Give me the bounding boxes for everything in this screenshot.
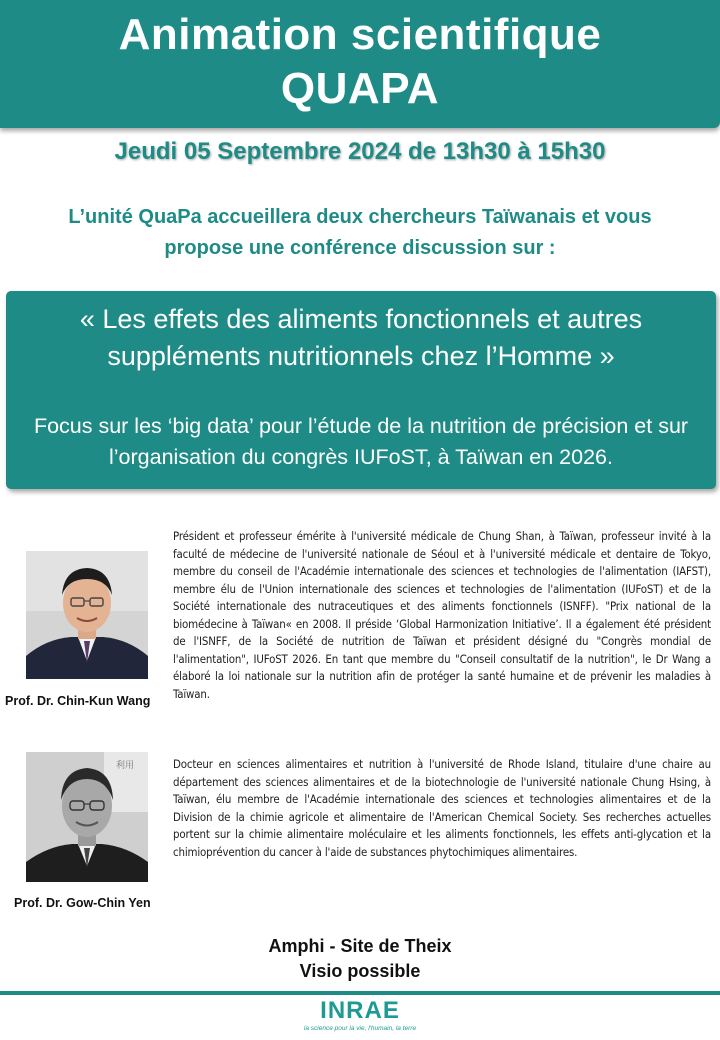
speaker-bio: Président et professeur émérite à l'université médicale de Chung Shan, à Taïwan, professeur invité à la faculté de médecine de l'université nationale de Séoul et à l'université médicale et dentaire de Tokyo, membre du conseil de l'Académie internationale des sciences et technologies de l'alimentation (IAFST), membre élu de l'Union internationale des sciences et technologies de l'alimentation (IUFoST) et de la Société internationale des nutraceutiques et des aliments fonctionnels (ISNFF). "Prix national de la biomédecine à Taïwan« en 2008. Il préside ‘Global Harmonization Initiative’. Il a également été président de l'ISNFF, de la Société de nutrition de Taïwan et président désigné du "Congrès mondial de l'alimentation", IUFoST 2026. En tant que membre du "Conseil consultatif de la nutrition", le Dr Wang a élaboré la loi nationale sur la nutrition afin de protéger la santé humaine et de prévenir les maladies à Taïwan. (173, 529, 711, 701)
venue (0, 934, 720, 984)
speaker-name: Prof. Dr. Chin-Kun Wang (5, 694, 151, 708)
svg-text:利用: 利用 (116, 761, 135, 771)
speaker-bio: Docteur en sciences alimentaires et nutrition à l'université de Rhode Island, titulaire d'une chaire au département des sciences alimentaires et de la biotechnologie de l'université nationale Chung Hsing, à Taïwan, élu membre de l'Académie internationale des sciences et technologies alimentaires et de la Division de la chimie agricole et alimentaire de l'American Chemical Society. Ses recherches actuelles portent sur la chimie alimentaire moléculaire et les aliments fonctionnels, les effets anti-glycation et la chimioprévention du cancer à l'aide de substances phytochimiques alimentaires. (173, 757, 711, 859)
venue-visio: Visio possible (299, 961, 421, 981)
speaker-photo-yen (26, 752, 148, 882)
topic-subtitle: Focus sur les ‘big data’ pour l’étude de la nutrition de précision et sur l’organisation du congrès IUFoST, à Taïwan en 2026. (33, 414, 689, 469)
speaker-photo-wang (26, 551, 148, 679)
event-date: Jeudi 05 Septembre 2024 de 13h30 à 15h30 (114, 138, 606, 165)
page-title: Animation scientifique (118, 10, 602, 59)
topic-box (6, 291, 716, 489)
speaker-name: Prof. Dr. Gow-Chin Yen (14, 896, 151, 910)
topic-title: « Les effets des aliments fonctionnels et autres suppléments nutritionnels chez l’Homme » (79, 304, 643, 371)
intro-text: L’unité QuaPa accueillera deux chercheurs Taïwanais et vous propose une conférence discussion sur : (68, 206, 652, 259)
inrae-logo (300, 998, 420, 1033)
title-banner (0, 0, 720, 128)
venue-location: Amphi - Site de Theix (268, 936, 452, 956)
logo-wordmark: INRAE (320, 997, 400, 1024)
page-subtitle: QUAPA (280, 64, 440, 113)
footer-divider (0, 991, 720, 995)
logo-tagline: la science pour la vie, l'humain, la terre (303, 1025, 417, 1032)
